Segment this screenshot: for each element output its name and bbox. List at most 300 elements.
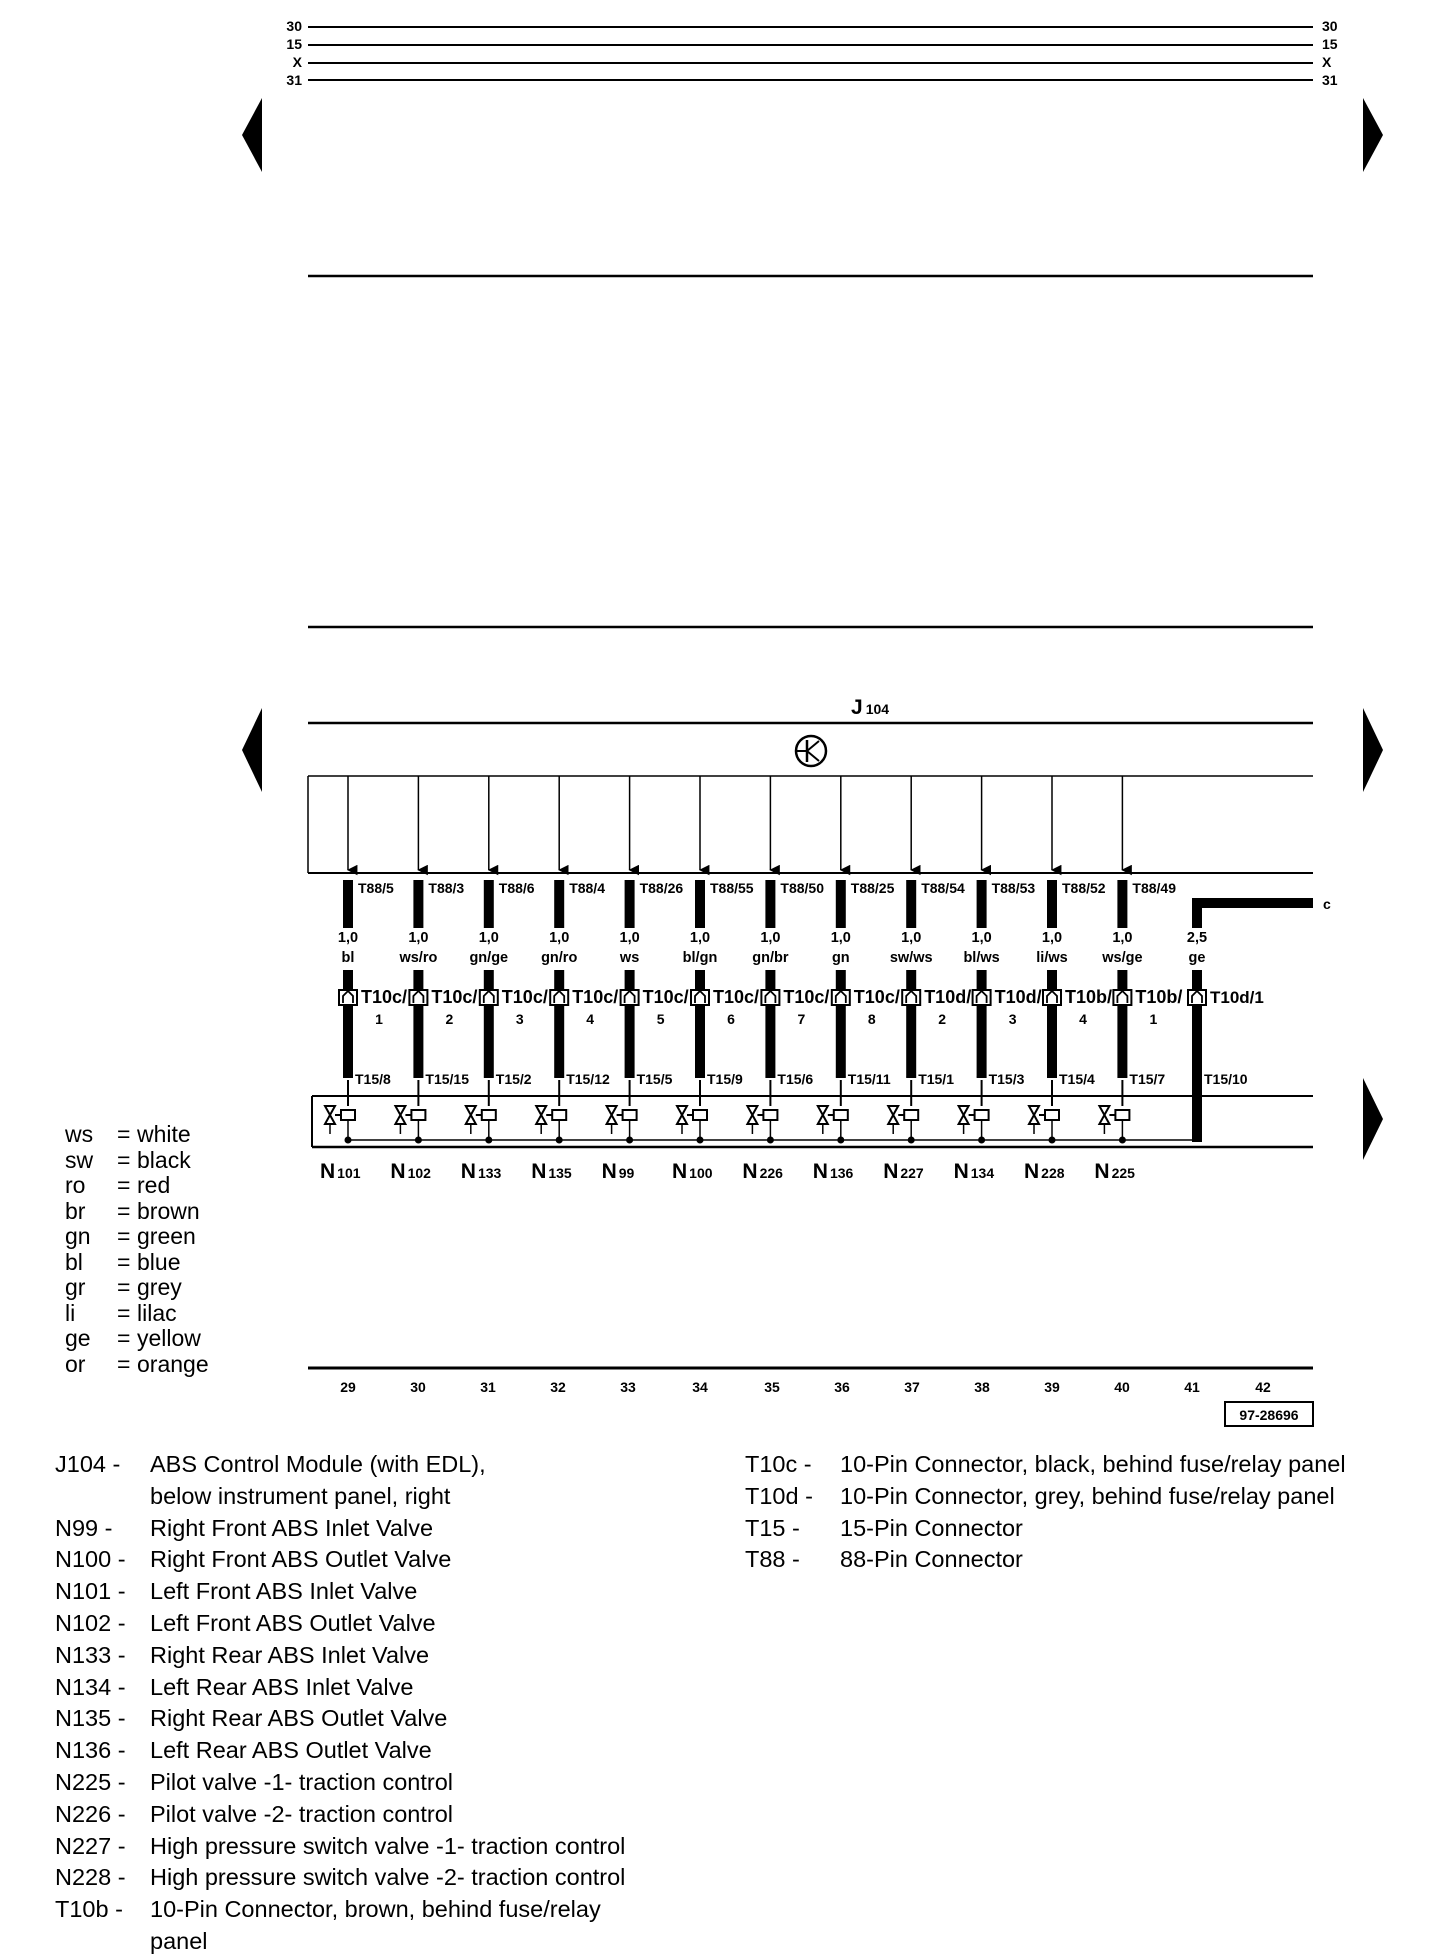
legend-equals: = bbox=[117, 1121, 131, 1147]
t10-connector-name: T10c/ bbox=[853, 987, 900, 1007]
circuit-n227 bbox=[883, 776, 971, 1183]
valve-coil bbox=[341, 1110, 355, 1120]
component-label bbox=[461, 1160, 502, 1183]
t10-pin-number: 7 bbox=[797, 1011, 806, 1027]
part-description: Left Front ABS Outlet Valve bbox=[150, 1609, 436, 1636]
valve-body bbox=[1099, 1106, 1109, 1124]
valve-coil bbox=[693, 1110, 707, 1120]
valve-coil bbox=[552, 1110, 566, 1120]
footer-number: 32 bbox=[550, 1379, 566, 1395]
component-label bbox=[1024, 1160, 1065, 1183]
solenoid-valve-icon bbox=[888, 1106, 918, 1144]
component-label bbox=[320, 1160, 361, 1183]
legend-color-name: blue bbox=[137, 1248, 181, 1275]
t10-pin-number: 6 bbox=[727, 1011, 735, 1027]
part-description: Right Rear ABS Inlet Valve bbox=[150, 1641, 430, 1668]
legend-row bbox=[65, 1301, 209, 1327]
part-description: High pressure switch valve -1- traction control bbox=[150, 1832, 626, 1859]
t88-pin-label: T88/4 bbox=[569, 880, 606, 896]
ground-circuit bbox=[1187, 896, 1331, 1142]
component-number: 135 bbox=[548, 1165, 572, 1181]
legend-row bbox=[65, 1148, 209, 1174]
t88-pin-label: T88/5 bbox=[358, 880, 394, 896]
legend-row bbox=[65, 1352, 209, 1378]
continuation-arrow-right-icon bbox=[1363, 1078, 1383, 1160]
component-number: 101 bbox=[337, 1165, 361, 1181]
part-description: 88-Pin Connector bbox=[840, 1546, 1023, 1573]
solenoid-valve-icon bbox=[677, 1106, 707, 1144]
solenoid-valve-icon bbox=[1029, 1106, 1059, 1144]
connector-pin-icon bbox=[973, 990, 991, 1005]
t10-pin-number: 1 bbox=[375, 1011, 383, 1027]
legend-color-name: orange bbox=[137, 1350, 209, 1377]
circuit-n226 bbox=[742, 776, 829, 1183]
solenoid-valve-icon bbox=[466, 1106, 496, 1144]
t10-connector-name: T10b/ bbox=[1135, 987, 1183, 1007]
part-row bbox=[745, 1481, 1400, 1513]
connector-pin-icon bbox=[1113, 990, 1131, 1005]
t10-pin-number: 3 bbox=[515, 1011, 524, 1027]
part-row bbox=[55, 1672, 670, 1704]
connector-pin-icon bbox=[480, 990, 498, 1005]
t88-pin-label: T88/6 bbox=[498, 880, 535, 896]
valve-body bbox=[959, 1106, 969, 1124]
part-description: 15-Pin Connector bbox=[840, 1514, 1023, 1541]
legend-color-name: yellow bbox=[137, 1325, 201, 1351]
t10-pin-number: 1 bbox=[1149, 1011, 1158, 1027]
legend-row bbox=[65, 1224, 209, 1250]
legend-equals: = bbox=[117, 1248, 131, 1275]
component-label bbox=[954, 1160, 995, 1183]
t15-pin-label: T15/11 bbox=[847, 1071, 891, 1087]
t10-connector-label bbox=[502, 987, 548, 1007]
valve-body bbox=[677, 1106, 687, 1124]
t10-connector-label bbox=[643, 987, 689, 1007]
reference-number: 97-28696 bbox=[1239, 1407, 1299, 1423]
component-letter: N bbox=[953, 1160, 969, 1183]
connector-c-label: c bbox=[1323, 896, 1331, 912]
footer-number: 29 bbox=[340, 1379, 356, 1395]
t10-connector-label bbox=[1065, 987, 1112, 1007]
part-description: ABS Control Module (with EDL), below instrument panel, right bbox=[150, 1451, 486, 1509]
component-letter: N bbox=[1094, 1160, 1110, 1183]
connector-pin-icon bbox=[832, 990, 850, 1005]
component-label bbox=[602, 1160, 635, 1183]
legend-equals: = bbox=[117, 1299, 131, 1326]
part-code: N134 - bbox=[55, 1673, 126, 1700]
hydraulic-unit bbox=[312, 1096, 1313, 1147]
wire-size: 1,0 bbox=[971, 930, 992, 946]
wire-color: gn bbox=[831, 950, 850, 966]
connector-pin-icon bbox=[409, 990, 427, 1005]
t10-connector-label bbox=[995, 987, 1042, 1007]
wire-size: 1,0 bbox=[689, 930, 711, 946]
t10-connector-label bbox=[431, 987, 477, 1007]
valve-body bbox=[818, 1106, 828, 1124]
bus-label-left: 31 bbox=[286, 72, 302, 88]
t10-connector-name: T10d/ bbox=[924, 987, 972, 1007]
valve-coil bbox=[482, 1110, 496, 1120]
wire-color: bl/ws bbox=[963, 950, 1000, 966]
circuit-n100 bbox=[672, 776, 759, 1183]
component-number: 136 bbox=[829, 1165, 854, 1181]
t10-pin-number: 2 bbox=[938, 1011, 947, 1027]
part-code: J104 - bbox=[55, 1451, 121, 1477]
t88-pin-label: T88/25 bbox=[850, 880, 895, 896]
parts-list-right bbox=[745, 1449, 1400, 1576]
legend-code: sw bbox=[65, 1146, 94, 1173]
legend-row bbox=[65, 1250, 209, 1276]
component-number: 133 bbox=[477, 1165, 502, 1181]
footer-number: 36 bbox=[834, 1379, 850, 1395]
legend-equals: = bbox=[117, 1146, 131, 1173]
footer-number: 35 bbox=[764, 1379, 780, 1395]
wire-color: gn/br bbox=[752, 950, 789, 966]
t10-connector-name: T10b/ bbox=[1065, 987, 1113, 1007]
legend-equals: = bbox=[117, 1223, 131, 1249]
t10-connector-name: T10c/ bbox=[431, 987, 478, 1007]
component-letter: N bbox=[601, 1160, 617, 1183]
continuation-arrow-left-icon bbox=[242, 708, 262, 792]
component-label bbox=[813, 1160, 854, 1183]
solenoid-valve-icon bbox=[1099, 1106, 1129, 1144]
continuation-arrow-left-icon bbox=[242, 98, 262, 172]
t10-connector-name: T10d/ bbox=[994, 987, 1042, 1007]
part-code: N228 - bbox=[55, 1864, 126, 1891]
footer bbox=[308, 1368, 1313, 1426]
legend-code: or bbox=[65, 1350, 86, 1377]
connector-pin-icon bbox=[691, 990, 709, 1005]
part-row bbox=[55, 1449, 670, 1513]
legend-color-name: lilac bbox=[137, 1299, 177, 1326]
connector-pin-icon bbox=[550, 990, 568, 1005]
t88-pin-label: T88/52 bbox=[1062, 880, 1106, 896]
valve-body bbox=[395, 1106, 405, 1124]
t10-connector-label bbox=[783, 987, 829, 1007]
wire-size: 1,0 bbox=[830, 930, 851, 946]
part-code: N101 - bbox=[55, 1578, 126, 1605]
component-number: 100 bbox=[689, 1165, 713, 1181]
component-letter: N bbox=[531, 1160, 547, 1183]
t10-connector-name: T10c/ bbox=[361, 987, 408, 1007]
t88-pin-label: T88/3 bbox=[428, 880, 465, 896]
component-letter: N bbox=[812, 1160, 828, 1183]
connector-pin-icon bbox=[1188, 990, 1206, 1005]
t15-pin-label: T15/12 bbox=[566, 1071, 610, 1087]
legend-color-name: black bbox=[137, 1146, 191, 1173]
color-legend bbox=[65, 1122, 209, 1377]
legend-code: li bbox=[65, 1299, 76, 1326]
part-row bbox=[55, 1608, 670, 1640]
legend-code: ge bbox=[65, 1325, 91, 1351]
t15-pin-label: T15/8 bbox=[355, 1071, 391, 1087]
component-letter: N bbox=[390, 1160, 406, 1183]
legend-row bbox=[65, 1122, 209, 1148]
footer-number: 42 bbox=[1255, 1379, 1271, 1395]
parts-list-left bbox=[55, 1449, 670, 1958]
component-letter: N bbox=[1024, 1160, 1040, 1183]
legend-equals: = bbox=[117, 1350, 131, 1377]
legend-row bbox=[65, 1199, 209, 1225]
circuit-n133 bbox=[461, 776, 548, 1183]
solenoid-valve-icon bbox=[536, 1106, 566, 1144]
connector-pin-icon bbox=[621, 990, 639, 1005]
part-code: T10c - bbox=[745, 1451, 812, 1477]
footer-number: 38 bbox=[974, 1379, 990, 1395]
valve-body bbox=[325, 1106, 335, 1124]
valve-body bbox=[466, 1106, 476, 1124]
circuit-n102 bbox=[390, 776, 477, 1183]
valve-body bbox=[607, 1106, 617, 1124]
electronic-component-icon bbox=[796, 736, 826, 766]
legend-equals: = bbox=[117, 1172, 131, 1198]
t10-connector-name: T10c/ bbox=[783, 987, 830, 1007]
header-buses bbox=[286, 18, 1337, 88]
part-row bbox=[55, 1831, 670, 1863]
legend-equals: = bbox=[117, 1274, 131, 1300]
wire-size: 1,0 bbox=[619, 930, 640, 946]
footer-number: 33 bbox=[620, 1379, 636, 1395]
part-description: Left Rear ABS Outlet Valve bbox=[150, 1737, 432, 1764]
wire-color: sw/ws bbox=[889, 950, 933, 966]
component-number: 226 bbox=[759, 1165, 783, 1181]
legend-code: br bbox=[65, 1197, 86, 1224]
valve-body bbox=[888, 1106, 898, 1124]
part-code: T15 - bbox=[745, 1514, 800, 1541]
connector-pin-icon bbox=[339, 990, 357, 1005]
part-row bbox=[55, 1767, 670, 1799]
wire-size: 1,0 bbox=[478, 930, 499, 946]
component-label bbox=[531, 1160, 572, 1183]
ground-t10-label: T10d/1 bbox=[1210, 988, 1264, 1007]
footer-number: 37 bbox=[904, 1379, 920, 1395]
footer-numbers bbox=[340, 1379, 1271, 1395]
valve-coil bbox=[763, 1110, 777, 1120]
t10-pin-number: 2 bbox=[445, 1011, 454, 1027]
wire-size: 1,0 bbox=[408, 930, 429, 946]
part-code: N102 - bbox=[55, 1609, 126, 1636]
component-label bbox=[883, 1160, 924, 1183]
part-row bbox=[745, 1544, 1400, 1576]
component-letter: N bbox=[320, 1160, 336, 1183]
part-row bbox=[745, 1513, 1400, 1545]
valve-coil bbox=[975, 1110, 989, 1120]
component-number: 102 bbox=[407, 1165, 431, 1181]
solenoid-valve-icon bbox=[818, 1106, 848, 1144]
footer-number: 40 bbox=[1114, 1379, 1130, 1395]
continuation-arrow-right-icon bbox=[1363, 98, 1383, 172]
wire-color: ws/ge bbox=[1102, 950, 1143, 966]
footer-number: 31 bbox=[480, 1379, 496, 1395]
part-row bbox=[55, 1513, 670, 1545]
valve-body bbox=[536, 1106, 546, 1124]
legend-code: ro bbox=[65, 1172, 86, 1198]
t15-pin-label: T15/15 bbox=[425, 1071, 469, 1087]
legend-row bbox=[65, 1275, 209, 1301]
bus-label-right: 30 bbox=[1322, 18, 1338, 34]
legend-equals: = bbox=[117, 1197, 131, 1224]
footer-number: 34 bbox=[692, 1379, 708, 1395]
t10-connector-name: T10c/ bbox=[501, 987, 548, 1007]
ground-wire-color: ge bbox=[1188, 950, 1206, 966]
footer-number: 39 bbox=[1044, 1379, 1060, 1395]
ground-wire-size: 2,5 bbox=[1186, 930, 1208, 946]
part-row bbox=[55, 1703, 670, 1735]
solenoid-valve-icon bbox=[959, 1106, 989, 1144]
component-label bbox=[672, 1160, 713, 1183]
component-letter: N bbox=[742, 1160, 758, 1183]
control-module-label: J 104 bbox=[851, 696, 890, 719]
t10-connector-label bbox=[924, 987, 971, 1007]
wire-color: ws/ro bbox=[399, 950, 438, 966]
connector-pin-icon bbox=[902, 990, 920, 1005]
continuation-arrow-right-icon bbox=[1363, 708, 1383, 792]
part-description: 10-Pin Connector, brown, behind fuse/relay panel bbox=[150, 1896, 601, 1954]
valve-coil bbox=[834, 1110, 848, 1120]
wire-size: 1,0 bbox=[760, 930, 781, 946]
t15-pin-label: T15/2 bbox=[495, 1071, 532, 1087]
legend-color-name: red bbox=[137, 1172, 171, 1198]
part-row bbox=[55, 1862, 670, 1894]
wire-size: 1,0 bbox=[337, 930, 359, 946]
part-row bbox=[55, 1640, 670, 1672]
control-module-j104 bbox=[308, 696, 1313, 873]
part-row bbox=[55, 1735, 670, 1767]
valve-circuits bbox=[320, 776, 1182, 1183]
connector-pin-icon bbox=[761, 990, 779, 1005]
t10-pin-number: 3 bbox=[1008, 1011, 1017, 1027]
bus-label-left: X bbox=[292, 54, 302, 70]
wire-size: 1,0 bbox=[1041, 930, 1063, 946]
part-description: High pressure switch valve -2- traction control bbox=[150, 1864, 626, 1891]
component-number: 228 bbox=[1041, 1165, 1065, 1181]
bus-label-right: 15 bbox=[1322, 36, 1338, 52]
circuit-n135 bbox=[531, 776, 618, 1183]
t10-connector-name: T10c/ bbox=[572, 987, 619, 1007]
ground-wire bbox=[1197, 903, 1313, 928]
t88-pin-label: T88/53 bbox=[991, 880, 1036, 896]
part-description: Left Front ABS Inlet Valve bbox=[150, 1578, 418, 1605]
ground-t15-label: T15/10 bbox=[1204, 1071, 1248, 1087]
valve-coil bbox=[411, 1110, 425, 1120]
t10-connector-label bbox=[572, 987, 618, 1007]
t10-connector-name: T10c/ bbox=[642, 987, 689, 1007]
solenoid-valve-icon bbox=[325, 1106, 355, 1144]
circuit-n99 bbox=[602, 776, 689, 1183]
legend-color-name: white bbox=[137, 1121, 191, 1147]
wire-size: 1,0 bbox=[901, 930, 922, 946]
t88-pin-label: T88/49 bbox=[1132, 880, 1176, 896]
part-description: Pilot valve -1- traction control bbox=[150, 1768, 454, 1795]
component-label bbox=[742, 1160, 783, 1183]
legend-code: gn bbox=[65, 1223, 91, 1249]
wire-color: gn/ro bbox=[541, 950, 578, 966]
bus-label-left: 30 bbox=[286, 18, 302, 34]
part-code: T10d - bbox=[745, 1482, 813, 1509]
legend-row bbox=[65, 1326, 209, 1352]
legend-code: gr bbox=[65, 1274, 86, 1300]
component-letter: N bbox=[460, 1160, 476, 1183]
t88-pin-label: T88/54 bbox=[921, 880, 965, 896]
wire-color: li/ws bbox=[1036, 950, 1068, 966]
circuit-n101 bbox=[320, 776, 407, 1183]
part-code: T88 - bbox=[745, 1546, 800, 1573]
valve-coil bbox=[1115, 1110, 1129, 1120]
connector-pin-icon bbox=[1043, 990, 1061, 1005]
solenoid-valve-icon bbox=[395, 1106, 425, 1144]
component-number: 225 bbox=[1111, 1165, 1135, 1181]
t15-pin-label: T15/6 bbox=[777, 1071, 814, 1087]
wire-color: bl bbox=[341, 950, 355, 966]
legend-equals: = bbox=[117, 1325, 131, 1351]
component-label bbox=[390, 1160, 431, 1183]
legend-row bbox=[65, 1173, 209, 1199]
valve-coil bbox=[1045, 1110, 1059, 1120]
part-description: Right Front ABS Inlet Valve bbox=[150, 1514, 434, 1541]
component-letter: N bbox=[672, 1160, 688, 1183]
component-number: 99 bbox=[618, 1165, 635, 1181]
component-letter: N bbox=[883, 1160, 899, 1183]
wire-size: 1,0 bbox=[549, 930, 570, 946]
part-description: Right Rear ABS Outlet Valve bbox=[150, 1705, 448, 1732]
bus-label-right: X bbox=[1322, 54, 1332, 70]
part-description: Left Rear ABS Inlet Valve bbox=[150, 1673, 414, 1700]
valve-coil bbox=[904, 1110, 918, 1120]
t10-pin-number: 8 bbox=[867, 1011, 876, 1027]
t10-pin-number: 4 bbox=[1079, 1011, 1087, 1027]
part-row bbox=[745, 1449, 1400, 1481]
legend-code: bl bbox=[65, 1248, 83, 1275]
bus-label-right: 31 bbox=[1322, 72, 1338, 88]
part-row bbox=[55, 1576, 670, 1608]
t15-pin-label: T15/3 bbox=[988, 1071, 1025, 1087]
component-number: 227 bbox=[900, 1165, 924, 1181]
wire-color: gn/ge bbox=[469, 950, 509, 966]
t15-pin-label: T15/4 bbox=[1059, 1071, 1095, 1087]
legend-color-name: grey bbox=[137, 1274, 182, 1300]
part-code: N226 - bbox=[55, 1800, 126, 1827]
part-code: N133 - bbox=[55, 1641, 126, 1668]
legend-color-name: brown bbox=[137, 1197, 200, 1224]
t10-connector-label bbox=[713, 987, 759, 1007]
circuit-n134 bbox=[954, 776, 1042, 1183]
footer-number: 30 bbox=[410, 1379, 426, 1395]
t10-connector-label bbox=[361, 987, 407, 1007]
part-code: N99 - bbox=[55, 1514, 113, 1541]
component-label bbox=[1094, 1160, 1135, 1183]
part-code: N135 - bbox=[55, 1705, 126, 1732]
t10-connector-label bbox=[1135, 987, 1182, 1007]
footer-number: 41 bbox=[1184, 1379, 1200, 1395]
circuit-n228 bbox=[1024, 776, 1112, 1183]
wire-color: ws bbox=[619, 950, 640, 966]
t88-pin-label: T88/55 bbox=[710, 880, 754, 896]
part-description: Pilot valve -2- traction control bbox=[150, 1800, 454, 1827]
part-code: N100 - bbox=[55, 1546, 126, 1573]
circuit-n136 bbox=[813, 776, 900, 1183]
t10-connector-name: T10c/ bbox=[713, 987, 760, 1007]
t88-pin-label: T88/50 bbox=[780, 880, 824, 896]
valve-body bbox=[1029, 1106, 1039, 1124]
solenoid-valve-icon bbox=[607, 1106, 637, 1144]
valve-coil bbox=[623, 1110, 637, 1120]
part-code: N136 - bbox=[55, 1737, 126, 1764]
t15-pin-label: T15/9 bbox=[707, 1071, 743, 1087]
part-description: Right Front ABS Outlet Valve bbox=[150, 1546, 452, 1573]
part-row bbox=[55, 1894, 670, 1958]
part-row bbox=[55, 1799, 670, 1831]
t15-pin-label: T15/7 bbox=[1129, 1071, 1166, 1087]
